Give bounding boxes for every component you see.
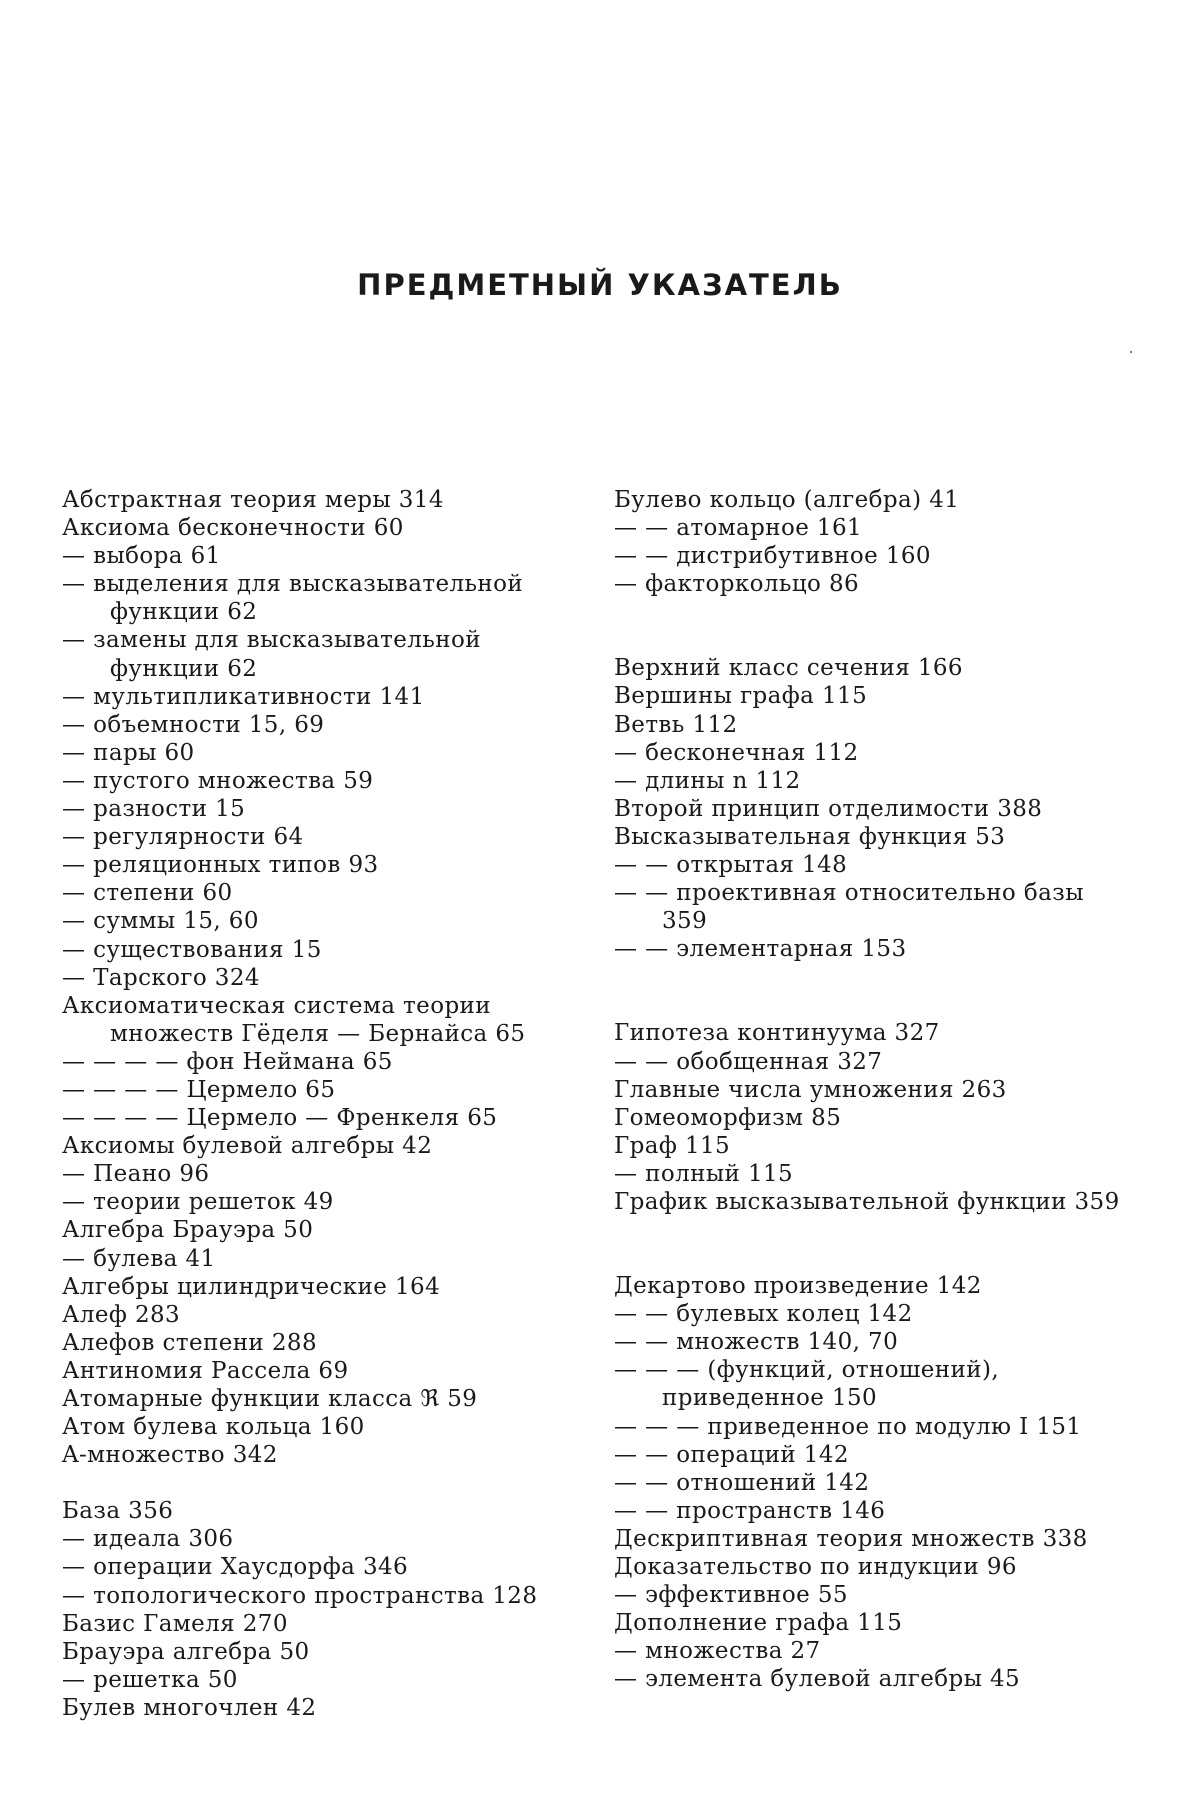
index-entry: — топологического пространства 128: [62, 1582, 584, 1610]
index-entry: — пары 60: [62, 739, 584, 767]
index-entry: — длины n 112: [614, 767, 1126, 795]
index-entry: — идеала 306: [62, 1525, 584, 1553]
index-entry: — — дистрибутивное 160: [614, 542, 1126, 570]
index-entry: — — — — Цермело 65: [62, 1076, 584, 1104]
index-entry: A-множество 342: [62, 1441, 584, 1469]
index-entry: — разности 15: [62, 795, 584, 823]
index-entry: — элемента булевой алгебры 45: [614, 1665, 1126, 1693]
index-entry: — эффективное 55: [614, 1581, 1126, 1609]
index-entry: Булево кольцо (алгебра) 41: [614, 486, 1126, 514]
index-column-right: [614, 486, 1126, 1693]
index-entry: — — булевых колец 142: [614, 1300, 1126, 1328]
index-entry: — решетка 50: [62, 1666, 584, 1694]
index-entry: — — обобщенная 327: [614, 1048, 1126, 1076]
index-entry: — замены для высказывательной функции 62: [62, 626, 584, 682]
index-entry: — объемности 15, 69: [62, 711, 584, 739]
index-entry: Атомарные функции класса ℜ 59: [62, 1385, 584, 1413]
index-entry: — — отношений 142: [614, 1469, 1126, 1497]
index-entry: — — — — фон Неймана 65: [62, 1048, 584, 1076]
index-entry: Булев многочлен 42: [62, 1694, 584, 1722]
index-entry: — существования 15: [62, 936, 584, 964]
index-entry: — степени 60: [62, 879, 584, 907]
index-entry: — факторкольцо 86: [614, 570, 1126, 598]
index-entry: — множества 27: [614, 1637, 1126, 1665]
index-entry: — реляционных типов 93: [62, 851, 584, 879]
index-entry: Алефов степени 288: [62, 1329, 584, 1357]
index-entry: Верхний класс сечения 166: [614, 654, 1126, 682]
index-entry: — — атомарное 161: [614, 514, 1126, 542]
index-entry: — теории решеток 49: [62, 1188, 584, 1216]
index-entry: — мультипликативности 141: [62, 683, 584, 711]
index-entry: Высказывательная функция 53: [614, 823, 1126, 851]
index-entry: — регулярности 64: [62, 823, 584, 851]
index-entry: Ветвь 112: [614, 711, 1126, 739]
index-entry: Брауэра алгебра 50: [62, 1638, 584, 1666]
index-entry: — бесконечная 112: [614, 739, 1126, 767]
index-entry: — операции Хаусдорфа 346: [62, 1553, 584, 1581]
index-entry: — суммы 15, 60: [62, 907, 584, 935]
index-entry: Антиномия Рассела 69: [62, 1357, 584, 1385]
index-entry: Алгебры цилиндрические 164: [62, 1273, 584, 1301]
index-entry: — Пеано 96: [62, 1160, 584, 1188]
index-entry: Доказательство по индукции 96: [614, 1553, 1126, 1581]
index-entry: Атом булева кольца 160: [62, 1413, 584, 1441]
index-entry: Базис Гамеля 270: [62, 1610, 584, 1638]
index-entry: Гомеоморфизм 85: [614, 1104, 1126, 1132]
index-entry: Алгебра Брауэра 50: [62, 1216, 584, 1244]
index-entry: Аксиома бесконечности 60: [62, 514, 584, 542]
index-entry: — — операций 142: [614, 1441, 1126, 1469]
stray-mark: [1130, 351, 1132, 353]
index-entry: — полный 115: [614, 1160, 1126, 1188]
index-entry: — — — (функций, отношений), приведенное 150: [614, 1356, 1126, 1412]
index-entry: — — — приведенное по модулю I 151: [614, 1413, 1126, 1441]
index-entry: — выделения для высказывательной функции 62: [62, 570, 584, 626]
index-entry: Дескриптивная теория множеств 338: [614, 1525, 1126, 1553]
index-entry: — — проективная относительно базы 359: [614, 879, 1126, 935]
index-entry: — — элементарная 153: [614, 935, 1126, 963]
index-entry: График высказывательной функции 359: [614, 1188, 1126, 1216]
index-entry: База 356: [62, 1497, 584, 1525]
index-entry: Гипотеза континуума 327: [614, 1019, 1126, 1047]
index-entry: Декартово произведение 142: [614, 1272, 1126, 1300]
index-entry: — выбора 61: [62, 542, 584, 570]
index-entry: — Тарского 324: [62, 964, 584, 992]
index-entry: Алеф 283: [62, 1301, 584, 1329]
index-entry: — — — — Цермело — Френкеля 65: [62, 1104, 584, 1132]
index-entry: Второй принцип отделимости 388: [614, 795, 1126, 823]
index-entry: — — открытая 148: [614, 851, 1126, 879]
page-title: ПРЕДМЕТНЫЙ УКАЗАТЕЛЬ: [0, 268, 1200, 302]
index-entry: — — множеств 140, 70: [614, 1328, 1126, 1356]
index-entry: Вершины графа 115: [614, 682, 1126, 710]
index-column-left: [62, 486, 584, 1722]
index-entry: Главные числа умножения 263: [614, 1076, 1126, 1104]
index-entry: Абстрактная теория меры 314: [62, 486, 584, 514]
index-entry: Граф 115: [614, 1132, 1126, 1160]
index-entry: Аксиомы булевой алгебры 42: [62, 1132, 584, 1160]
index-entry: Дополнение графа 115: [614, 1609, 1126, 1637]
index-entry: — — пространств 146: [614, 1497, 1126, 1525]
index-entry: Аксиоматическая система теории множеств Гёделя — Бернайса 65: [62, 992, 584, 1048]
index-entry: — булева 41: [62, 1245, 584, 1273]
index-entry: — пустого множества 59: [62, 767, 584, 795]
